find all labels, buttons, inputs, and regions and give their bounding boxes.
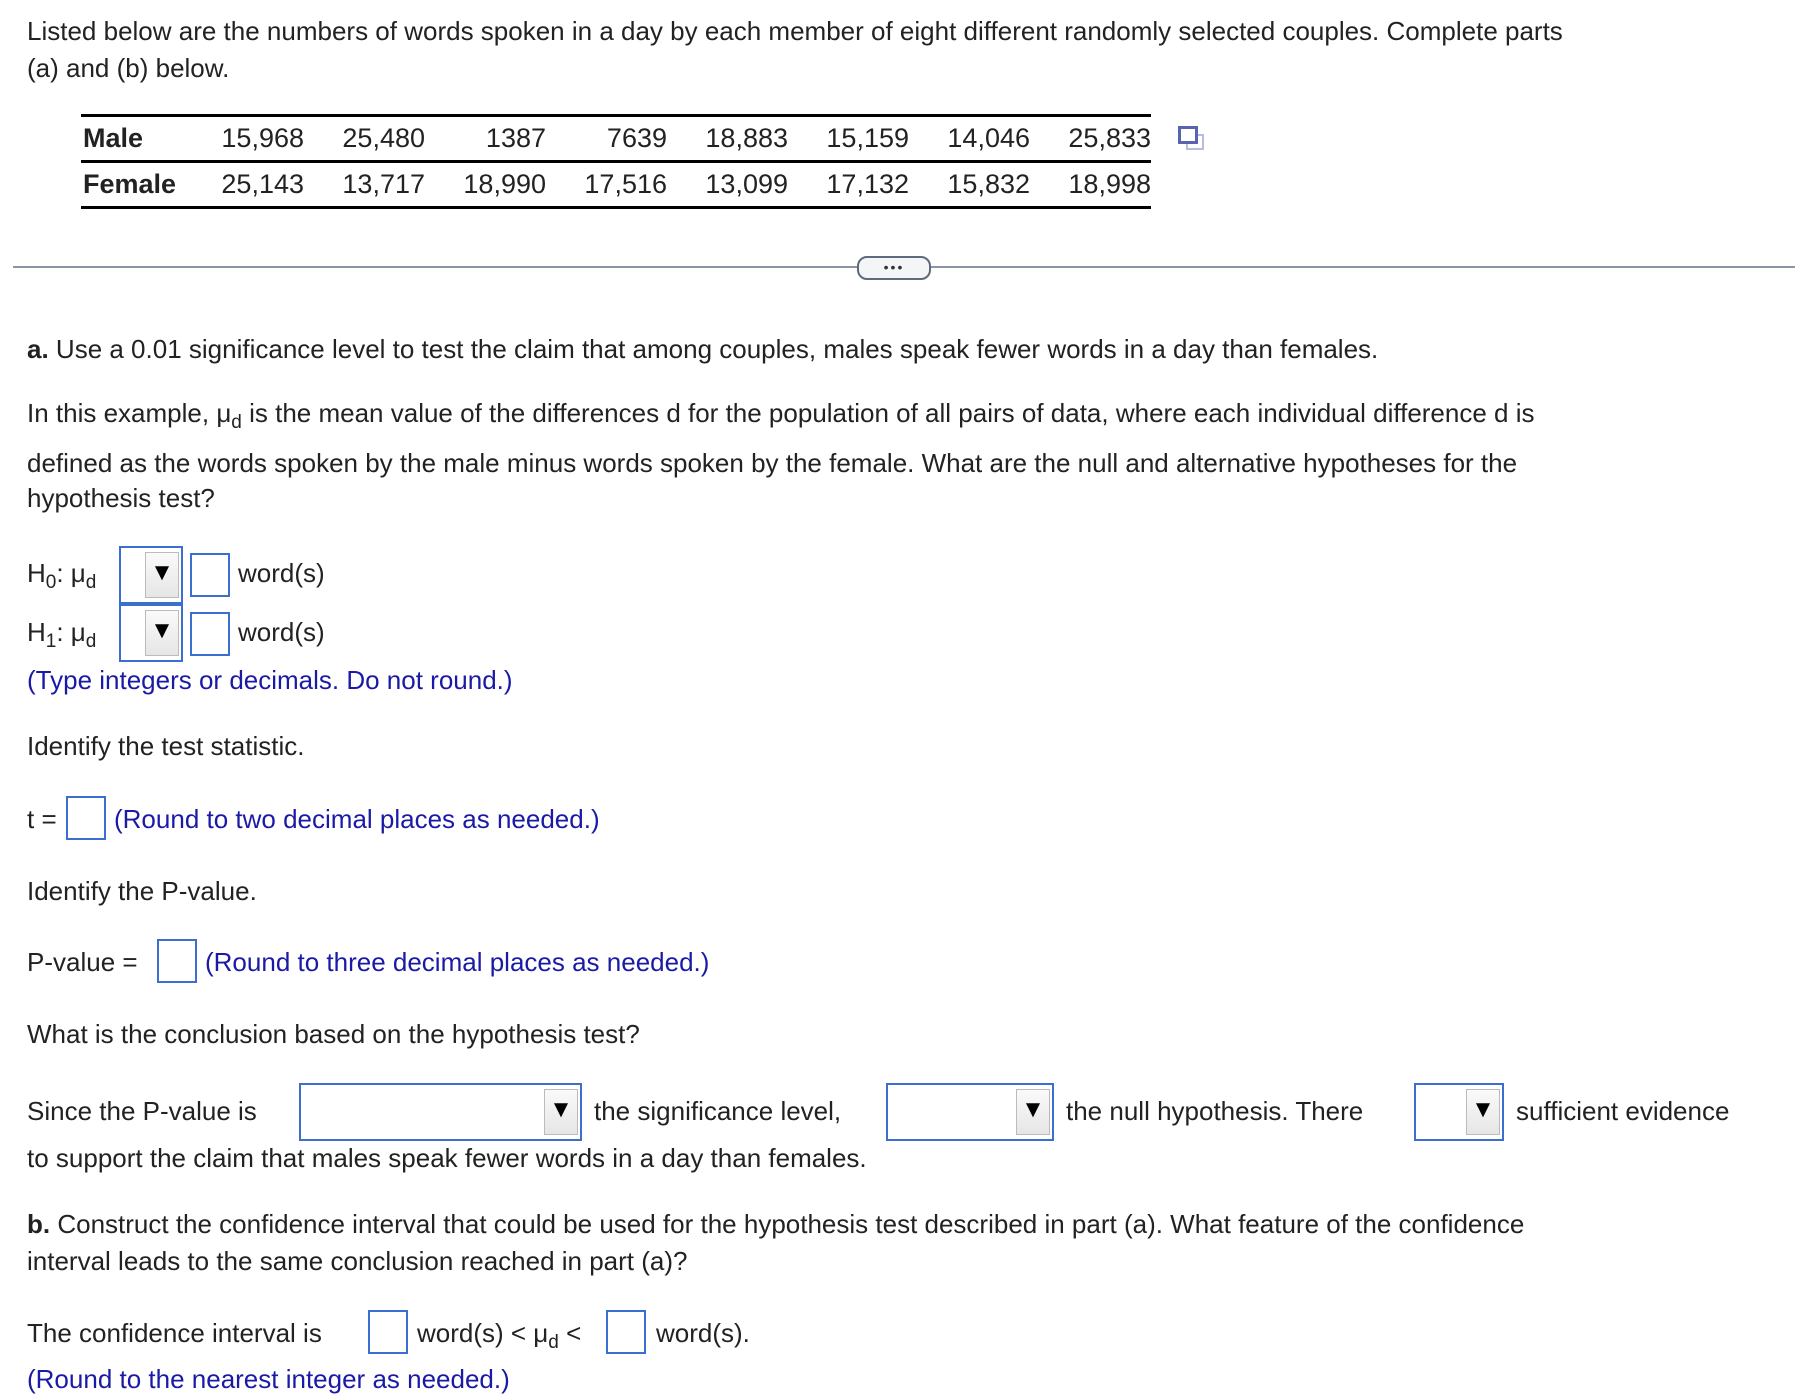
row-header: Male	[81, 116, 183, 162]
conclusion-text-4: sufficient evidence	[1516, 1096, 1730, 1126]
subscript: 1	[45, 631, 57, 652]
hypothesis-note: (Type integers or decimals. Do not round.)	[27, 665, 513, 695]
ci-lower-input[interactable]	[368, 1310, 408, 1354]
subscript: 0	[45, 572, 57, 593]
cell: 13,717	[342, 169, 425, 199]
definition-line3: hypothesis test?	[27, 483, 215, 513]
t-note: (Round to two decimal places as needed.)	[114, 804, 600, 834]
h1-label	[27, 617, 96, 653]
chevron-down-icon: ▼	[544, 1089, 578, 1135]
p-value-note: (Round to three decimal places as needed.)	[205, 947, 710, 977]
test-statistic-question: Identify the test statistic.	[27, 731, 305, 761]
table-row-female	[81, 162, 1151, 208]
text: <	[566, 1318, 582, 1348]
row-header: Female	[83, 169, 177, 199]
part-a-question	[27, 334, 1378, 365]
table-row-male	[81, 116, 1151, 162]
h1-unit: word(s)	[238, 617, 325, 647]
cell: 13,099	[705, 169, 788, 199]
cell: 25,143	[221, 169, 304, 199]
h0-label	[27, 558, 96, 594]
chevron-down-icon: ▼	[1016, 1089, 1050, 1135]
conclusion-text-2: the significance level,	[594, 1096, 842, 1126]
chevron-down-icon: ▼	[145, 610, 179, 656]
cell: 14,046	[909, 116, 1030, 162]
definition-line2: defined as the words spoken by the male minus words spoken by the female. What are the null and alternative hypotheses for the	[27, 448, 1518, 478]
t-label: t =	[27, 804, 57, 834]
subscript: d	[231, 412, 242, 433]
ci-note: (Round to the nearest integer as needed.)	[27, 1364, 510, 1394]
h1-operator-dropdown[interactable]	[119, 604, 183, 662]
ci-unit: word(s).	[656, 1318, 750, 1348]
part-b-label: b.	[27, 1209, 51, 1239]
h0-unit: word(s)	[238, 558, 325, 588]
h0-value-input[interactable]	[190, 553, 230, 597]
text: word(s) < μ	[417, 1318, 549, 1348]
cell: 7639	[546, 116, 667, 162]
part-b-question	[27, 1209, 1524, 1240]
intro-line2: (a) and (b) below.	[27, 53, 230, 83]
subscript: d	[548, 1332, 559, 1353]
cell: 15,832	[947, 169, 1030, 199]
chevron-down-icon: ▼	[145, 552, 179, 598]
cell: 25,833	[1030, 116, 1151, 162]
part-b-question-line2: interval leads to the same conclusion reached in part (a)?	[27, 1246, 688, 1276]
h1-value-input[interactable]	[190, 612, 230, 656]
part-b-text: Construct the confidence interval that could be used for the hypothesis test described in part (a). What feature of the confidence	[50, 1209, 1525, 1239]
definition-line1	[27, 398, 1535, 434]
p-value-input[interactable]	[157, 939, 197, 983]
text: H	[27, 558, 46, 588]
subscript: d	[85, 572, 97, 593]
data-table	[81, 114, 1151, 209]
t-input[interactable]	[66, 796, 106, 840]
cell: 15,968	[183, 116, 304, 162]
copy-data-icon[interactable]	[1178, 126, 1198, 144]
intro-line1: Listed below are the numbers of words spoken in a day by each member of eight different randomly selected couples. Complete parts	[27, 16, 1563, 46]
part-a-text: Use a 0.01 significance level to test the claim that among couples, males speak fewer words in a day than females.	[48, 334, 1379, 364]
p-value-question: Identify the P-value.	[27, 876, 257, 906]
part-a-label: a.	[27, 334, 49, 364]
conclusion-question: What is the conclusion based on the hypothesis test?	[27, 1019, 640, 1049]
reject-decision-dropdown[interactable]	[886, 1083, 1054, 1141]
ci-label: The confidence interval is	[27, 1318, 322, 1348]
cell: 17,132	[826, 169, 909, 199]
conclusion-text-3: the null hypothesis. There	[1066, 1096, 1364, 1126]
p-value-label: P-value =	[27, 947, 138, 977]
text: : μ	[56, 558, 86, 588]
ci-middle	[417, 1318, 581, 1354]
evidence-dropdown[interactable]	[1414, 1083, 1504, 1141]
pvalue-comparison-dropdown[interactable]	[299, 1083, 582, 1141]
conclusion-text-1: Since the P-value is	[27, 1096, 257, 1126]
text: : μ	[56, 617, 86, 647]
cell: 1387	[425, 116, 546, 162]
cell: 17,516	[584, 169, 667, 199]
text: H	[27, 617, 46, 647]
cell: 25,480	[304, 116, 425, 162]
cell: 15,159	[788, 116, 909, 162]
chevron-down-icon: ▼	[1466, 1089, 1500, 1135]
h0-operator-dropdown[interactable]	[119, 546, 183, 604]
expand-button[interactable]: •••	[857, 256, 931, 280]
subscript: d	[85, 631, 97, 652]
ci-upper-input[interactable]	[606, 1310, 646, 1354]
text: is the mean value of the differences d for the population of all pairs of data, where each individual difference d is	[241, 398, 1535, 428]
cell: 18,883	[667, 116, 788, 162]
cell: 18,990	[463, 169, 546, 199]
conclusion-text-5: to support the claim that males speak fewer words in a day than females.	[27, 1143, 867, 1173]
text: In this example, μ	[27, 398, 232, 428]
cell: 18,998	[1068, 169, 1151, 199]
